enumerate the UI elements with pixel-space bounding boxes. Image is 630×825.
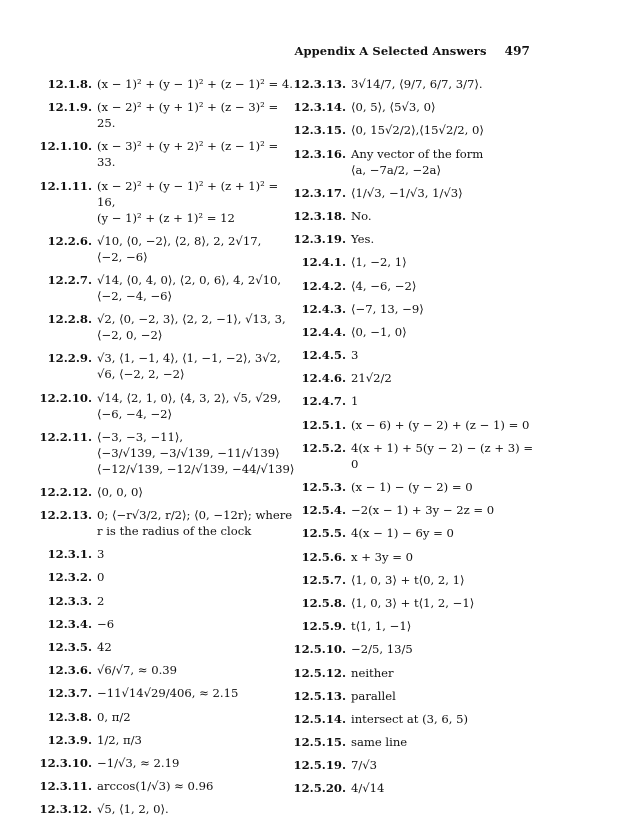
answer-entry xyxy=(38,732,300,748)
exercise-number: 12.4.5. xyxy=(301,348,346,363)
answer-text: parallel xyxy=(351,688,396,703)
answer-text: ⟨4, −6, −2⟩ xyxy=(351,278,417,293)
exercise-number: 12.3.14. xyxy=(293,100,346,115)
answer-entry xyxy=(292,99,537,115)
answer-entry xyxy=(292,393,537,409)
answer-entry xyxy=(38,138,300,170)
exercise-number: 12.4.7. xyxy=(301,394,346,409)
answers-left-column xyxy=(38,76,300,825)
answer-text: ⟨1, 0, 3⟩ + t⟨1, 2, −1⟩ xyxy=(351,595,475,610)
answer-text: x + 3y = 0 xyxy=(351,549,414,564)
exercise-number: 12.5.10. xyxy=(293,642,346,657)
answer-entry xyxy=(292,122,537,138)
answer-text: ⟨1/√3, −1/√3, 1/√3⟩ xyxy=(351,185,463,200)
answer-text: t⟨1, 1, −1⟩ xyxy=(351,619,412,634)
exercise-number: 12.2.6. xyxy=(47,233,92,248)
answer-text: √14, ⟨2, 1, 0⟩, ⟨4, 3, 2⟩, √5, √29, ⟨−6, −4, −2⟩ xyxy=(97,390,282,421)
answer-entry xyxy=(292,572,537,588)
answer-text: arccos(1/√3) ≈ 0.96 xyxy=(97,779,214,794)
answer-entry xyxy=(292,618,537,634)
answer-entry xyxy=(38,778,300,794)
answer-text: 3 xyxy=(97,547,105,562)
answer-text: (x − 3)² + (y + 2)² + (z − 1)² = 33. xyxy=(97,139,279,170)
answer-entry xyxy=(292,757,537,773)
answer-text: 4/√14 xyxy=(351,781,385,796)
exercise-number: 12.2.12. xyxy=(39,484,92,499)
answer-text: ⟨−3, −3, −11⟩, ⟨−3/√139, −3/√139, −11/√139⟩ ⟨−12/√139, −12/√139, −44/√139⟩ xyxy=(97,429,295,476)
answer-text: ⟨0, 5⟩, ⟨5√3, 0⟩ xyxy=(351,100,436,115)
exercise-number: 12.5.8. xyxy=(301,595,346,610)
exercise-number: 12.3.5. xyxy=(47,640,92,654)
answer-text: −1/√3, ≈ 2.19 xyxy=(97,755,180,770)
answers-right-column xyxy=(292,76,537,804)
answer-entry xyxy=(292,254,537,270)
answer-entry xyxy=(292,780,537,796)
answer-text: (x − 2)² + (y − 1)² + (z + 1)² = 16, (y − 1)² + (z + 1)² = 12 xyxy=(97,178,279,225)
exercise-number: 12.4.4. xyxy=(301,324,346,339)
answer-text: (x − 1) − (y − 2) = 0 xyxy=(351,480,473,494)
answer-entry xyxy=(38,546,300,562)
exercise-number: 12.5.2. xyxy=(301,440,346,455)
answer-text: 3√14/7, ⟨9/7, 6/7, 3/7⟩. xyxy=(351,77,483,91)
exercise-number: 12.4.6. xyxy=(301,371,346,386)
answer-entry xyxy=(292,525,537,541)
answer-entry xyxy=(292,231,537,247)
exercise-number: 12.3.13. xyxy=(293,77,346,91)
exercise-number: 12.3.18. xyxy=(293,208,346,223)
exercise-number: 12.1.8. xyxy=(47,77,92,91)
exercise-number: 12.5.1. xyxy=(301,417,346,432)
answer-entry xyxy=(38,76,300,92)
answer-entry xyxy=(292,301,537,317)
exercise-number: 12.1.10. xyxy=(39,139,92,154)
exercise-number: 12.3.12. xyxy=(39,802,92,817)
exercise-number: 12.5.15. xyxy=(293,735,346,750)
answer-text: ⟨0, −1, 0⟩ xyxy=(351,324,407,339)
answer-entry xyxy=(292,440,537,472)
exercise-number: 12.5.13. xyxy=(293,688,346,703)
answer-entry xyxy=(292,502,537,518)
answer-text: −11√14√29/406, ≈ 2.15 xyxy=(97,686,239,701)
answer-text: √14, ⟨0, 4, 0⟩, ⟨2, 0, 6⟩, 4, 2√10, ⟨−2, −4, −6⟩ xyxy=(97,272,282,303)
answer-entry xyxy=(38,233,300,265)
exercise-number: 12.4.2. xyxy=(301,278,346,293)
answer-text: √2, ⟨0, −2, 3⟩, ⟨2, 2, −1⟩, √13, 3, ⟨−2, 0, −2⟩ xyxy=(97,312,286,343)
exercise-number: 12.5.7. xyxy=(301,572,346,587)
exercise-number: 12.5.20. xyxy=(293,781,346,796)
answer-text: √3, ⟨1, −1, 4⟩, ⟨1, −1, −2⟩, 3√2, √6, ⟨−2, 2, −2⟩ xyxy=(97,351,281,382)
exercise-number: 12.4.3. xyxy=(301,301,346,316)
answer-text: 21√2/2 xyxy=(351,371,392,386)
exercise-number: 12.2.8. xyxy=(47,312,92,327)
exercise-number: 12.3.10. xyxy=(39,755,92,770)
exercise-number: 12.5.4. xyxy=(301,503,346,518)
answer-text: 2 xyxy=(97,593,105,608)
exercise-number: 12.3.3. xyxy=(47,593,92,608)
answer-entry xyxy=(292,665,537,681)
exercise-number: 12.3.2. xyxy=(47,570,92,585)
answer-entry xyxy=(38,616,300,632)
header-title: Appendix A Selected Answers xyxy=(294,44,487,58)
answer-entry xyxy=(38,429,300,477)
answer-entry xyxy=(38,755,300,771)
exercise-number: 12.3.9. xyxy=(47,732,92,747)
exercise-number: 12.3.16. xyxy=(293,146,346,161)
page-header xyxy=(294,44,530,58)
answer-text: 0, π/2 xyxy=(97,709,131,724)
answer-entry xyxy=(38,178,300,226)
answer-entry xyxy=(38,685,300,701)
answer-entry xyxy=(292,734,537,750)
answer-text: −6 xyxy=(97,616,115,631)
answer-text: ⟨0, 15√2/2⟩,⟨15√2/2, 0⟩ xyxy=(351,123,484,138)
exercise-number: 12.3.17. xyxy=(293,185,346,200)
answer-text: 7/√3 xyxy=(351,758,378,773)
answer-entry xyxy=(38,662,300,678)
answer-text: 0 xyxy=(97,570,105,585)
answer-entry xyxy=(38,390,300,422)
exercise-number: 12.4.1. xyxy=(301,255,346,270)
exercise-number: 12.2.10. xyxy=(39,390,92,405)
answer-entry xyxy=(292,278,537,294)
answer-entry xyxy=(292,688,537,704)
answer-text: −2/5, 13/5 xyxy=(351,642,413,657)
answer-entry xyxy=(38,593,300,609)
answer-entry xyxy=(292,347,537,363)
exercise-number: 12.3.8. xyxy=(47,709,92,724)
answer-text: ⟨1, −2, 1⟩ xyxy=(351,255,407,270)
answer-entry xyxy=(292,185,537,201)
answer-text: 1 xyxy=(351,394,359,409)
answer-text: √10, ⟨0, −2⟩, ⟨2, 8⟩, 2, 2√17, ⟨−2, −6⟩ xyxy=(97,233,262,264)
exercise-number: 12.5.5. xyxy=(301,526,346,541)
exercise-number: 12.5.6. xyxy=(301,549,346,564)
exercise-number: 12.3.4. xyxy=(47,616,92,631)
answer-entry xyxy=(38,709,300,725)
exercise-number: 12.2.7. xyxy=(47,272,92,287)
answer-entry xyxy=(38,569,300,585)
exercise-number: 12.2.9. xyxy=(47,351,92,366)
answer-entry xyxy=(38,272,300,304)
answer-entry xyxy=(292,208,537,224)
exercise-number: 12.2.11. xyxy=(39,429,92,444)
exercise-number: 12.1.11. xyxy=(39,178,92,193)
exercise-number: 12.3.1. xyxy=(47,547,92,562)
answer-text: 4(x + 1) + 5(y − 2) − (z + 3) = 0 xyxy=(351,440,534,471)
answer-text: 1/2, π/3 xyxy=(97,732,142,747)
answer-entry xyxy=(292,595,537,611)
exercise-number: 12.3.7. xyxy=(47,686,92,701)
exercise-number: 12.2.13. xyxy=(39,508,92,523)
answer-text: Yes. xyxy=(351,232,375,247)
answer-text: ⟨1, 0, 3⟩ + t⟨0, 2, 1⟩ xyxy=(351,572,465,587)
answer-entry xyxy=(292,479,537,495)
answer-entry xyxy=(292,417,537,433)
answer-entry xyxy=(38,639,300,655)
answer-entry xyxy=(292,711,537,727)
exercise-number: 12.3.11. xyxy=(39,779,92,794)
answer-text: ⟨0, 0, 0⟩ xyxy=(97,484,143,499)
answer-text: 42 xyxy=(97,640,112,654)
answer-entry xyxy=(292,76,537,92)
answer-text: 0; ⟨−r√3/2, r/2⟩; ⟨0, −12r⟩; where r is the radius of the clock xyxy=(97,508,293,539)
exercise-number: 12.3.19. xyxy=(293,232,346,247)
answer-text: √6/√7, ≈ 0.39 xyxy=(97,663,178,678)
answer-text: ⟨−7, 13, −9⟩ xyxy=(351,301,424,316)
exercise-number: 12.5.9. xyxy=(301,619,346,634)
answer-entry xyxy=(38,99,300,131)
answer-entry xyxy=(292,146,537,178)
exercise-number: 12.3.15. xyxy=(293,123,346,138)
answer-entry xyxy=(292,641,537,657)
answer-text: neither xyxy=(351,665,394,680)
answer-entry xyxy=(292,370,537,386)
exercise-number: 12.5.19. xyxy=(293,758,346,773)
answer-entry xyxy=(38,484,300,500)
answer-entry xyxy=(38,311,300,343)
answer-text: Any vector of the form ⟨a, −7a/2, −2a⟩ xyxy=(351,146,484,177)
answer-text: (x − 2)² + (y + 1)² + (z − 3)² = 25. xyxy=(97,100,279,131)
answer-entry xyxy=(292,324,537,340)
page-number: 497 xyxy=(504,44,530,58)
exercise-number: 12.5.3. xyxy=(301,480,346,494)
answer-entry xyxy=(38,507,300,539)
answer-text: √5, ⟨1, 2, 0⟩. xyxy=(97,802,169,817)
exercise-number: 12.5.14. xyxy=(293,711,346,726)
answer-text: intersect at (3, 6, 5) xyxy=(351,711,469,726)
answer-text: No. xyxy=(351,208,372,223)
answer-text: same line xyxy=(351,735,408,750)
answer-entry xyxy=(38,350,300,382)
answer-entry xyxy=(292,549,537,565)
exercise-number: 12.3.6. xyxy=(47,663,92,678)
exercise-number: 12.1.9. xyxy=(47,100,92,115)
answer-text: (x − 1)² + (y − 1)² + (z − 1)² = 4. xyxy=(97,77,293,91)
exercise-number: 12.5.12. xyxy=(293,665,346,680)
answer-text: 3 xyxy=(351,348,359,363)
answer-text: 4(x − 1) − 6y = 0 xyxy=(351,526,454,541)
answer-text: (x − 6) + (y − 2) + (z − 1) = 0 xyxy=(351,417,530,432)
answer-text: −2(x − 1) + 3y − 2z = 0 xyxy=(351,503,495,518)
